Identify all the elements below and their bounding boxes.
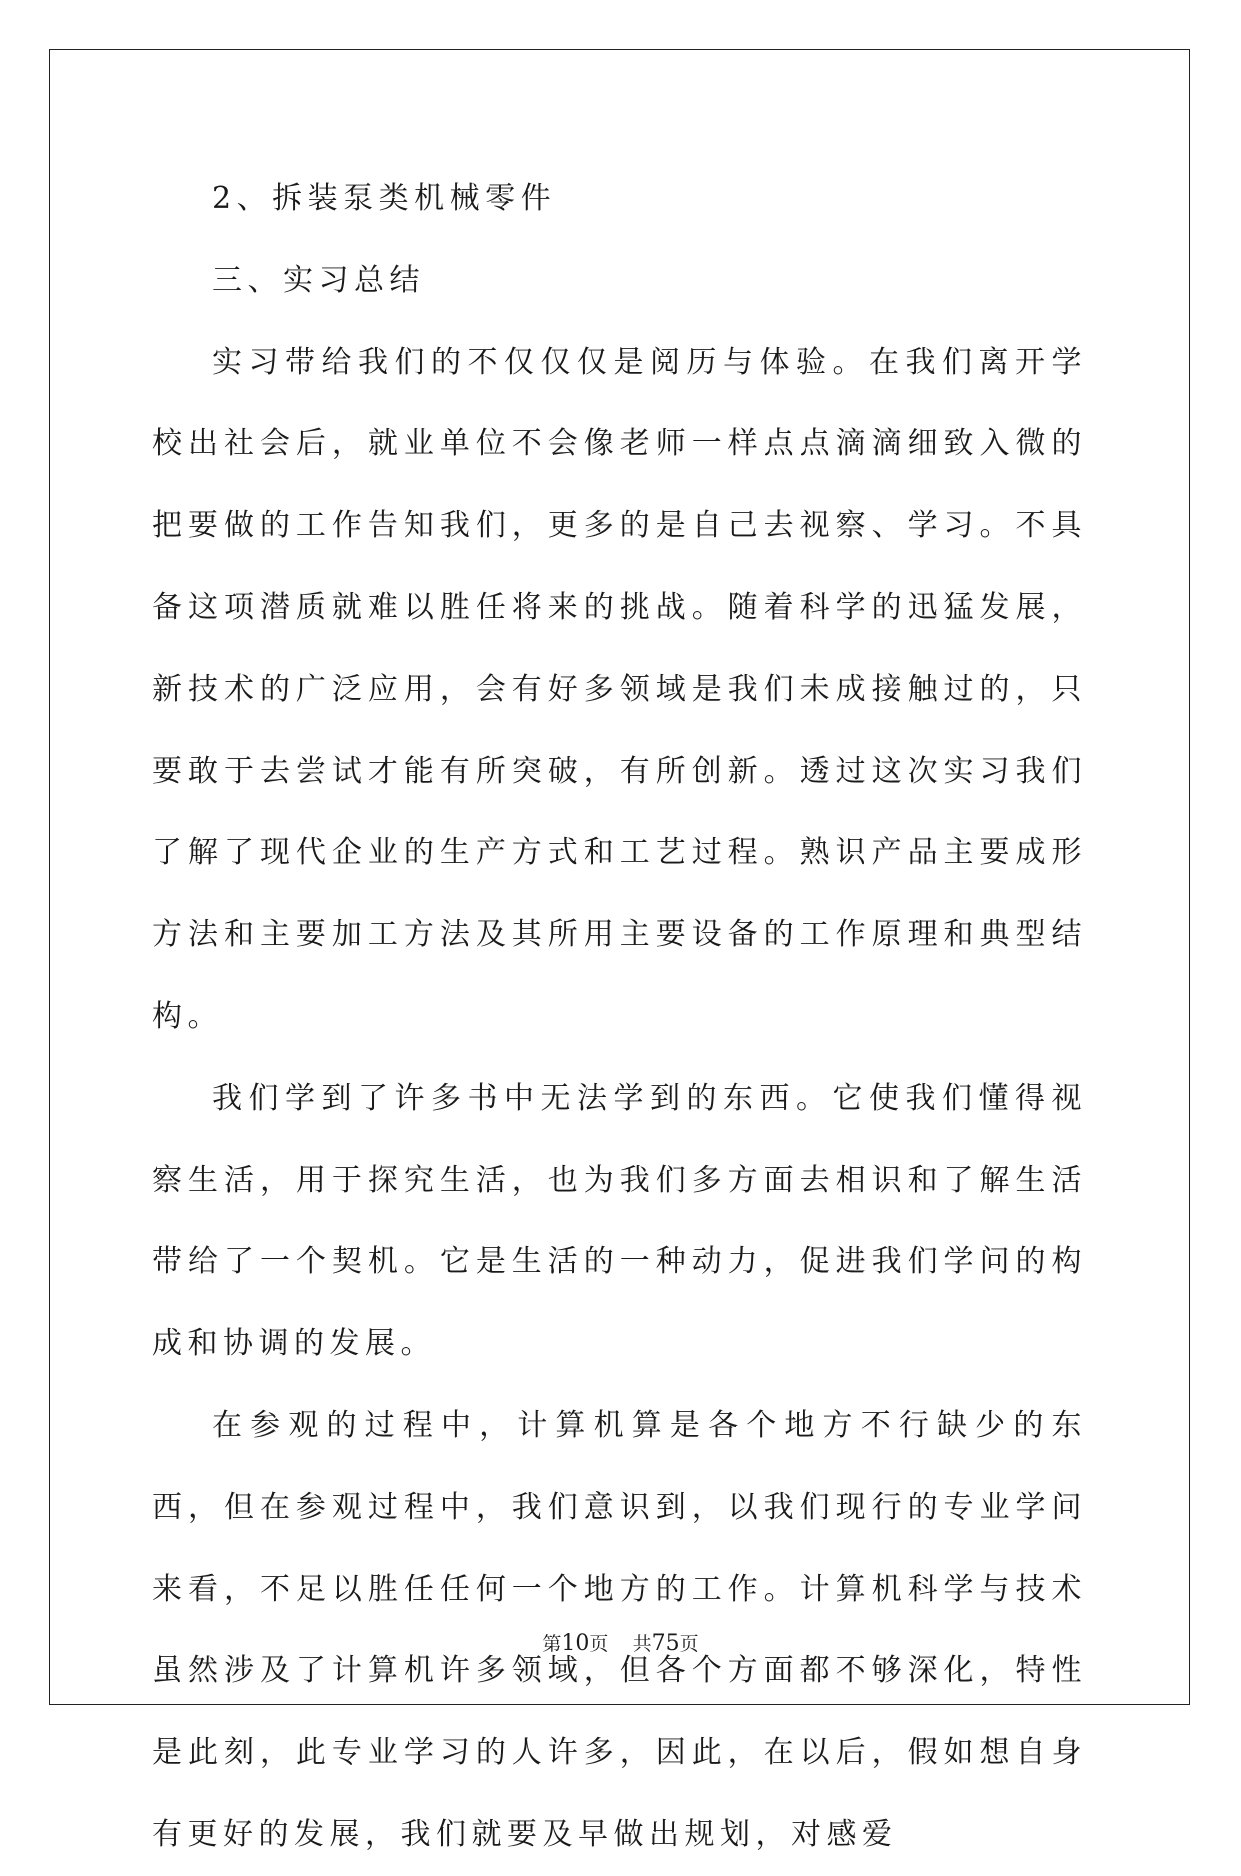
total-prefix: 共 xyxy=(632,1633,652,1655)
page-total-number: 75 xyxy=(651,1631,680,1656)
page-suffix: 页 xyxy=(589,1633,609,1655)
paragraph-section-heading: 三、实习总结 xyxy=(212,262,425,298)
document-body xyxy=(152,158,1087,1876)
page-current-number: 10 xyxy=(561,1631,590,1656)
page-footer xyxy=(0,1632,1241,1656)
paragraph-body-2: 我们学到了许多书中无法学到的东西。它使我们懂得视察生活，用于探究生活，也为我们多方面去相识和了解生活带给了一个契机。它是生活的一种动力，促进我们学问的构成和协调的发展。 xyxy=(152,1080,1087,1362)
paragraph-heading-item-2: 2、拆装泵类机械零件 xyxy=(212,181,557,216)
paragraph-body-3: 在参观的过程中，计算机算是各个地方不行缺少的东西，但在参观过程中，我们意识到，以我们现行的专业学问来看，不足以胜任任何一个地方的工作。计算机科学与技术虽然涉及了计算机许多领域，但各个方面都不够深化，特性是此刻，此专业学习的人许多，因此，在以后，假如想自身有更好的发展，我们就要及早做出规划，对感爱 xyxy=(152,1407,1087,1852)
paragraph-body-1: 实习带给我们的不仅仅仅是阅历与体验。在我们离开学校出社会后，就业单位不会像老师一样点点滴滴细致入微的把要做的工作告知我们，更多的是自己去视察、学习。不具备这项潜质就难以胜任将来的挑战。随着科学的迅猛发展，新技术的广泛应用，会有好多领域是我们未成接触过的，只要敢于去尝试才能有所突破，有所创新。透过这次实习我们了解了现代企业的生产方式和工艺过程。熟识产品主要成形方法和主要加工方法及其所用主要设备的工作原理和典型结构。 xyxy=(152,344,1087,1034)
total-suffix: 页 xyxy=(679,1633,699,1655)
page-prefix: 第 xyxy=(542,1633,562,1655)
